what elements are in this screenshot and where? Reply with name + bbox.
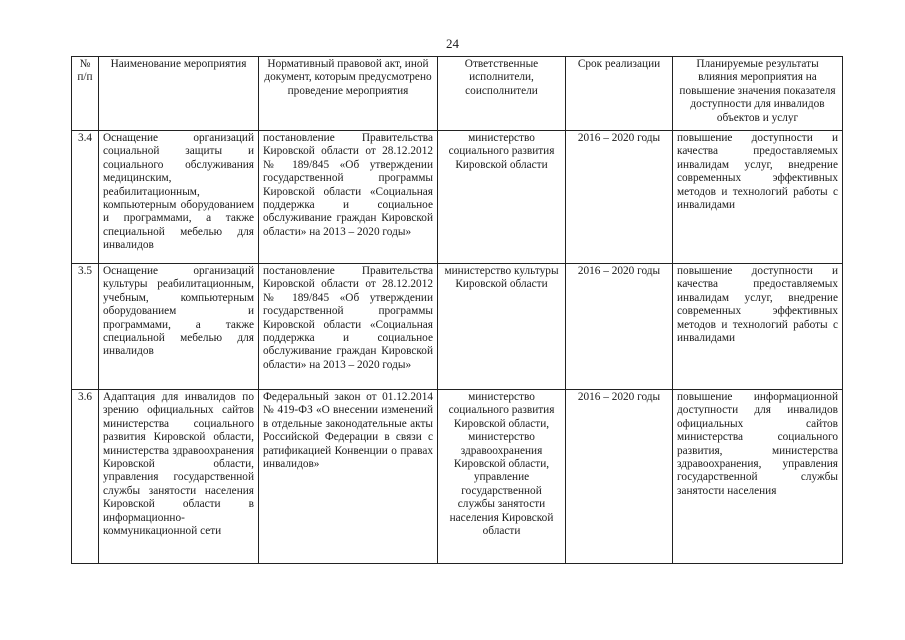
row-num: 3.6 xyxy=(72,390,99,564)
header-act: Нормативный правовой акт, иной документ, которым предусмотрено проведение мероприятия xyxy=(259,57,438,131)
row-result: повышение доступности и качества предоставляемых инвалидам услуг, внедрение современных эффективных методов и технологий работы с инвалидами xyxy=(673,264,843,390)
header-result: Планируемые результаты влияния мероприятия на повышение значения показателя доступности для инвалидов объектов и услуг xyxy=(673,57,843,131)
header-num: № п/п xyxy=(72,57,99,131)
row-term: 2016 – 2020 годы xyxy=(566,390,673,564)
row-term: 2016 – 2020 годы xyxy=(566,131,673,264)
row-result: повышение доступности и качества предоставляемых инвалидам услуг, внедрение современных эффективных методов и технологий работы с инвалидами xyxy=(673,131,843,264)
page-number: 24 xyxy=(446,36,459,51)
row-name: Оснащение организаций культуры реабилитационным, учебным, компьютерным оборудованием и программами, а также специальной мебелью для инвалидов xyxy=(99,264,259,390)
row-act: постановление Правительства Кировской области от 28.12.2012 № 189/845 «Об утверждении государственной программы Кировской области «Социальная поддержка и социальное обслуживание граждан Кировской области» на 2013 – 2020 годы» xyxy=(259,264,438,390)
row-name: Адаптация для инвалидов по зрению официальных сайтов министерства социального развития Кировской области, министерства здравоохранения Кировской области, управления государственной службы занятости населения Кировской области в информационно-коммуникационной сети xyxy=(99,390,259,564)
table-row xyxy=(72,264,843,390)
row-responsible: министерство социального развития Кировской области xyxy=(438,131,566,264)
row-num: 3.5 xyxy=(72,264,99,390)
row-act: постановление Правительства Кировской области от 28.12.2012 № 189/845 «Об утверждении государственной программы Кировской области «Социальная поддержка и социальное обслуживание граждан Кировской области» на 2013 – 2020 годы» xyxy=(259,131,438,264)
measures-table xyxy=(71,56,843,564)
table-row xyxy=(72,131,843,264)
header-term: Срок реализации xyxy=(566,57,673,131)
row-responsible: министерство культуры Кировской области xyxy=(438,264,566,390)
row-name: Оснащение организаций социальной защиты и социального обслуживания медицинским, реабилитационным, компьютерным оборудованием и программами, а также специальной мебелью для инвалидов xyxy=(99,131,259,264)
table-header-row xyxy=(72,57,843,131)
header-name: Наименование мероприятия xyxy=(99,57,259,131)
row-result: повышение информационной доступности для инвалидов официальных сайтов министерства социального развития, министерства здравоохранения, управления государственной службы занятости населения xyxy=(673,390,843,564)
header-responsible: Ответственные исполнители, соисполнители xyxy=(438,57,566,131)
row-responsible: министерство социального развития Кировской области, министерство здравоохранения Кировской области, управление государственной службы занятости населения Кировской области xyxy=(438,390,566,564)
row-act: Федеральный закон от 01.12.2014 № 419-ФЗ «О внесении изменений в отдельные законодательные акты Российской Федерации в связи с ратификацией Конвенции о правах инвалидов» xyxy=(259,390,438,564)
row-term: 2016 – 2020 годы xyxy=(566,264,673,390)
row-num: 3.4 xyxy=(72,131,99,264)
table-row xyxy=(72,390,843,564)
